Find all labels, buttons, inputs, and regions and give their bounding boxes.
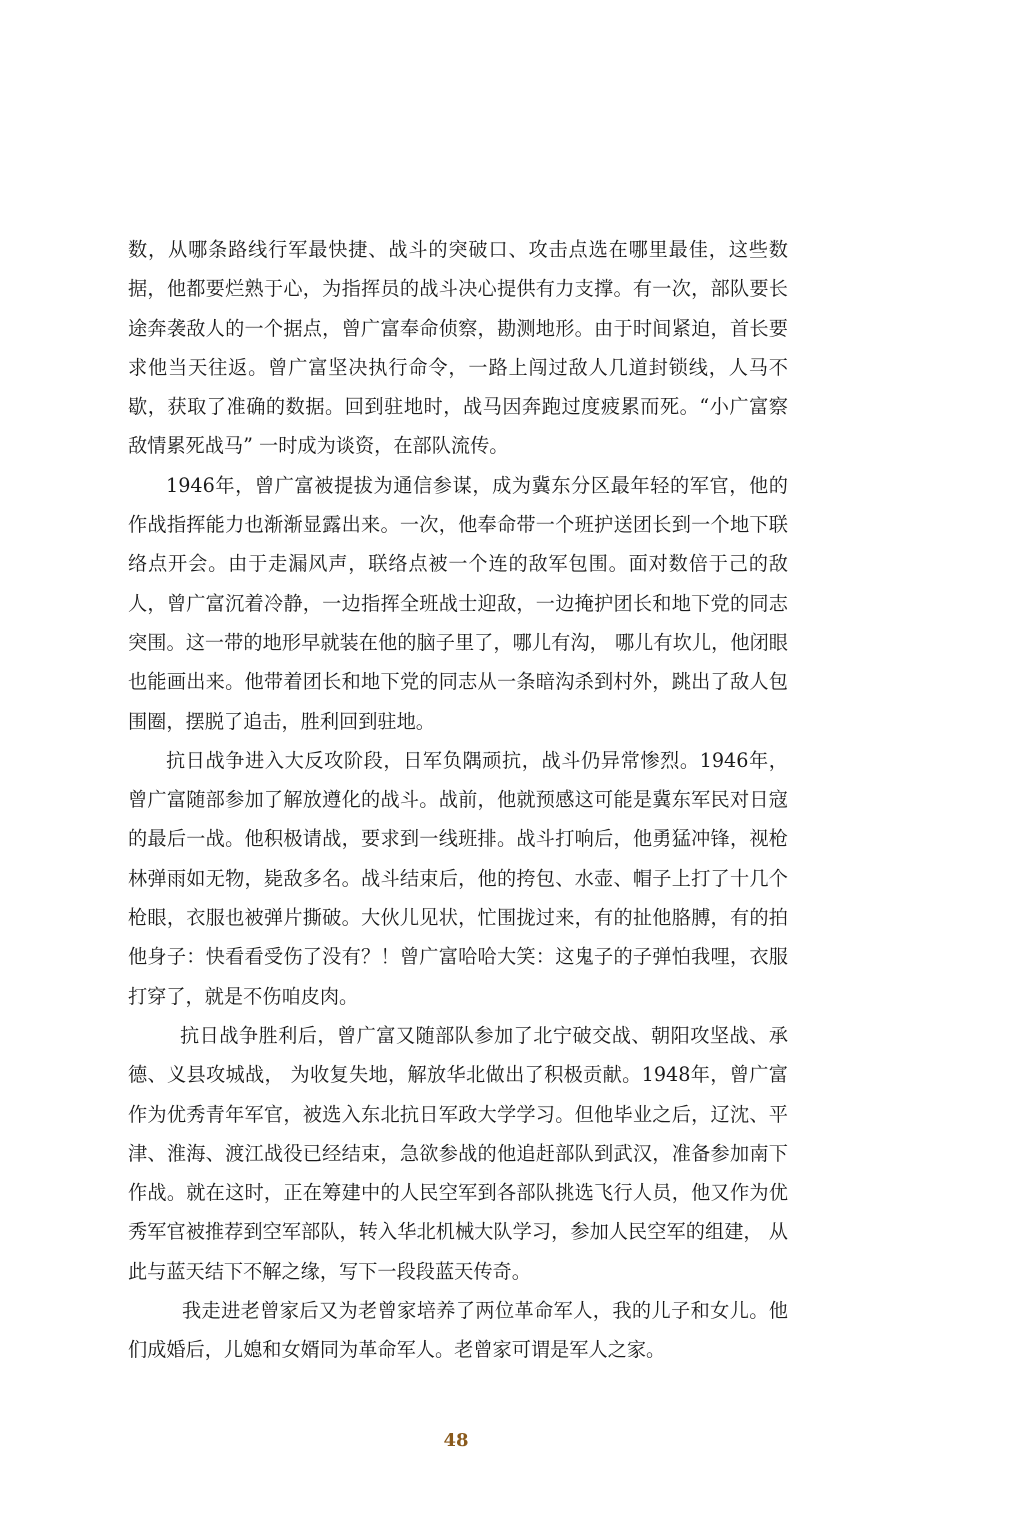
paragraph-counteroffensive: 抗日战争进入大反攻阶段，日军负隅顽抗，战斗仍异常惨烈。1946年，曾广富随部参加了解放遵化的战斗。战前，他就预感这可能是冀东军民对日寇的最后一战。他积极请战，要求到一线班排。战斗打响后，他勇猛冲锋，视枪林弹雨如无物，毙敌多名。战斗结束后，他的挎包、水壶、帽子上打了十几个枪眼，衣服也被弹片撕破。大伙儿见状，忙围拢过来，有的扯他胳膊，有的拍他身子：快看看受伤了没有？！曾广富哈哈大笑：这鬼子的子弹怕我哩，衣服打穿了，就是不伤咱皮肉。 <box>128 748 788 1008</box>
paragraph-1946-promotion: 1946年，曾广富被提拔为通信参谋，成为冀东分区最年轻的军官，他的作战指挥能力也渐渐显露出来。一次，他奉命带一个班护送团长到一个地下联络点开会。由于走漏风声，联络点被一个连的敌军包围。面对数倍于己的敌人，曾广富沉着冷静，一边指挥全班战士迎敌，一边掩护团长和地下党的同志突围。这一带的地形早就装在他的脑子里了，哪儿有沟， 哪儿有坎儿，他闭眼也能画出来。他带着团长和地下党的同志从一条暗沟杀到村外，跳出了敌人包围圈，摆脱了追击，胜利回到驻地。 <box>128 473 788 733</box>
page-number <box>0 1430 1024 1451</box>
body-text <box>128 230 788 1370</box>
paragraph-military-family: 我走进老曾家后又为老曾家培养了两位革命军人，我的儿子和女儿。他们成婚后，儿媳和女婿同为革命军人。老曾家可谓是军人之家。 <box>128 1299 788 1362</box>
page-number-text: 48 <box>443 1430 469 1451</box>
paragraph-after-victory: 抗日战争胜利后，曾广富又随部队参加了北宁破交战、朝阳攻坚战、承德、义县攻城战， 为收复失地，解放华北做出了积极贡献。1948年，曾广富作为优秀青年军官，被选入东北抗日军政大学学习。但他毕业之后，辽沈、平津、淮海、渡江战役已经结束，急欲参战的他追赶部队到武汉，准备参加南下作战。就在这时，正在筹建中的人民空军到各部队挑选飞行人员，他又作为优秀军官被推荐到空军部队，转入华北机械大队学习，参加人民空军的组建， 从此与蓝天结下不解之缘，写下一段段蓝天传奇。 <box>128 1023 788 1283</box>
paragraph-continued: 数，从哪条路线行军最快捷、战斗的突破口、攻击点选在哪里最佳，这些数据，他都要烂熟于心，为指挥员的战斗决心提供有力支撑。有一次，部队要长途奔袭敌人的一个据点，曾广富奉命侦察，勘测地形。由于时间紧迫，首长要求他当天往返。曾广富坚决执行命令，一路上闯过敌人几道封锁线，人马不歇，获取了准确的数据。回到驻地时，战马因奔跑过度疲累而死。“小广富察敌情累死战马” 一时成为谈资，在部队流传。 <box>128 238 788 458</box>
